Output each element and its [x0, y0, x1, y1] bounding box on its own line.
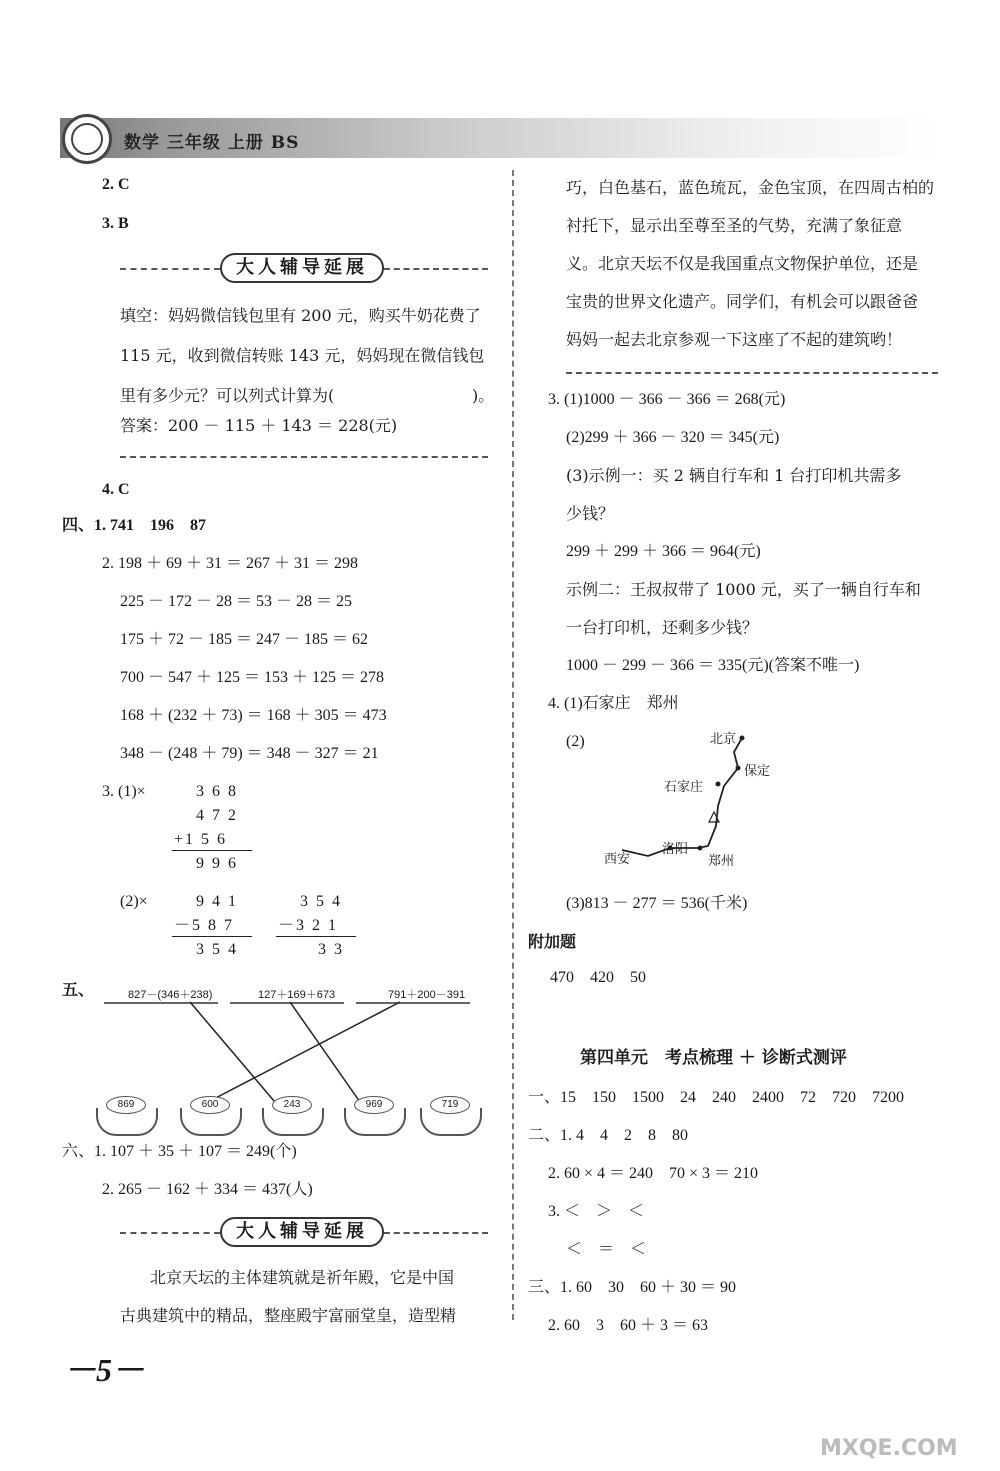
answer-2: 2. C: [102, 176, 130, 193]
fill-line-2: 115 元，收到微信转账 143 元，妈妈现在微信钱包: [120, 346, 485, 365]
r-q3-3f: 1000 － 299 － 366 ＝ 335(元)(答案不唯一): [566, 657, 860, 674]
answer-4: 4. C: [102, 481, 130, 498]
vertical-calc-1-row1: 3 6 8: [196, 783, 238, 800]
section-4-q2c: 175 ＋ 72 － 185 ＝ 247 － 185 ＝ 62: [120, 631, 369, 648]
r-q4-2: (2): [566, 733, 585, 750]
vertical-calc-1-result: 9 9 6: [196, 855, 238, 872]
answer-3: 3. B: [102, 215, 129, 232]
r-q3-3d: 示例二：王叔叔带了 1000 元，买了一辆自行车和: [566, 580, 921, 599]
unit-4-q3-2: 2. 60 3 60 ＋ 3 ＝ 63: [548, 1317, 709, 1334]
flower-2-expr: 127＋169＋673: [258, 989, 336, 1001]
vertical-calc-1-row2: 4 7 2: [196, 807, 238, 824]
pot-1-value: 869: [106, 1096, 146, 1114]
section-6-q1: 六、1. 107 ＋ 35 ＋ 107 ＝ 249(个): [62, 1143, 297, 1160]
map-label-xian: 西安: [604, 852, 631, 867]
section-4-q2b: 225 － 172 － 28 ＝ 53 － 28 ＝ 25: [120, 593, 353, 610]
banner-adult-guide-2: 大人辅导延展: [220, 1217, 384, 1247]
para-line-2: 古典建筑中的精品，整座殿宇富丽堂皇，造型精: [120, 1306, 457, 1325]
flower-1-expr: 827－(346＋238): [128, 989, 213, 1001]
map-label-beijing: 北京: [710, 732, 737, 747]
para-line-3: 巧，白色基石，蓝色琉瓦，金色宝顶，在四周古柏的: [566, 178, 935, 197]
para-line-4: 衬托下，显示出至尊至圣的气势，充满了象征意: [566, 216, 903, 235]
para-line-5: 义。北京天坛不仅是我国重点文物保护单位，还是: [566, 254, 919, 273]
unit-4-q2-1: 二、1. 4 4 2 8 80: [528, 1127, 689, 1144]
fill-line-3-close: )。: [472, 386, 495, 405]
vertical-calc-3-row1: 3 5 4: [300, 893, 342, 910]
fill-answer: 答案：200 － 115 ＋ 143 ＝ 228(元): [120, 416, 398, 435]
para-line-6: 宝贵的世界文化遗产。同学们，有机会可以跟爸爸: [566, 292, 919, 311]
map-label-zhengzhou: 郑州: [708, 854, 735, 869]
section-5-label: 五、: [62, 980, 95, 999]
unit-4-q2-2: 2. 60 × 4 ＝ 240 70 × 3 ＝ 210: [548, 1165, 759, 1182]
map-label-luoyang: 洛阳: [662, 842, 689, 857]
vertical-calc-2-row2: －5 8 7: [174, 917, 235, 934]
r-q4-1: 4. (1)石家庄 郑州: [548, 695, 679, 712]
r-q3-3b: 少钱？: [566, 504, 615, 523]
unit-4-q2-3b: ＜ ＝ ＜: [566, 1241, 647, 1258]
section-4-q2d: 700 － 547 ＋ 125 ＝ 153 ＋ 125 ＝ 278: [120, 669, 385, 686]
map-label-baoding: 保定: [744, 764, 771, 779]
unit-4-q1: 一、15 150 1500 24 240 2400 72 720 7200: [528, 1089, 905, 1106]
unit-4-q2-3a: 3. ＜ ＞ ＜: [548, 1203, 645, 1220]
section-4-q1: 四、1. 741 196 87: [62, 517, 207, 534]
r-q3-1: 3. (1)1000 － 366 － 366 ＝ 268(元): [548, 391, 786, 408]
section-4-q2e: 168 ＋ (232 ＋ 73) ＝ 168 ＋ 305 ＝ 473: [120, 707, 387, 724]
r-q3-2: (2)299 ＋ 366 － 320 ＝ 345(元): [566, 429, 780, 446]
page-header-title: 数学 三年级 上册 BS: [124, 133, 300, 153]
section-4-q3-2: (2)×: [120, 893, 148, 910]
bonus-answer: 470 420 50: [550, 969, 647, 986]
watermark: MXQE.COM: [820, 1436, 958, 1461]
section-4-q2f: 348 － (248 ＋ 79) ＝ 348 － 327 ＝ 21: [120, 745, 379, 762]
page-number: －5－: [64, 1352, 145, 1388]
fill-line-3: 里有多少元？可以列式计算为(: [120, 386, 335, 405]
r-q3-3e: 一台打印机，还剩多少钱？: [566, 618, 759, 637]
flower-3-expr: 791＋200－391: [388, 989, 466, 1001]
pot-4-value: 969: [354, 1096, 394, 1114]
r-q3-3c: 299 ＋ 299 ＋ 366 ＝ 964(元): [566, 543, 761, 560]
unit-4-title: 第四单元 考点梳理 ＋ 诊断式测评: [580, 1048, 847, 1068]
bonus-title: 附加题: [528, 932, 577, 951]
vertical-calc-3-result: 3 3: [318, 941, 344, 958]
r-q4-3: (3)813 － 277 ＝ 536(千米): [566, 895, 748, 912]
vertical-calc-3-row2: －3 2 1: [278, 917, 339, 934]
para-line-1: 北京天坛的主体建筑就是祈年殿，它是中国: [150, 1268, 455, 1287]
r-q3-3a: (3)示例一：买 2 辆自行车和 1 台打印机共需多: [566, 466, 902, 485]
vertical-calc-2-row1: 9 4 1: [196, 893, 238, 910]
pot-5-value: 719: [430, 1096, 470, 1114]
section-4-q2a: 2. 198 ＋ 69 ＋ 31 ＝ 267 ＋ 31 ＝ 298: [102, 555, 359, 572]
vertical-calc-2-result: 3 5 4: [196, 941, 238, 958]
section-6-q2: 2. 265 － 162 ＋ 334 ＝ 437(人): [102, 1181, 313, 1198]
banner-adult-guide: 大人辅导延展: [220, 253, 384, 283]
unit-4-q3-1: 三、1. 60 30 60 ＋ 30 ＝ 90: [528, 1279, 737, 1296]
fill-line-1: 填空：妈妈微信钱包里有 200 元，购买牛奶花费了: [120, 306, 481, 325]
pot-2-value: 600: [190, 1096, 230, 1114]
para-line-7: 妈妈一起去北京参观一下这座了不起的建筑哟！: [566, 330, 903, 349]
pot-3-value: 243: [272, 1096, 312, 1114]
section-4-q3: 3. (1)×: [102, 783, 146, 800]
map-label-shijiazhuang: 石家庄: [664, 780, 704, 795]
vertical-calc-1-row3: +1 5 6: [174, 831, 228, 848]
